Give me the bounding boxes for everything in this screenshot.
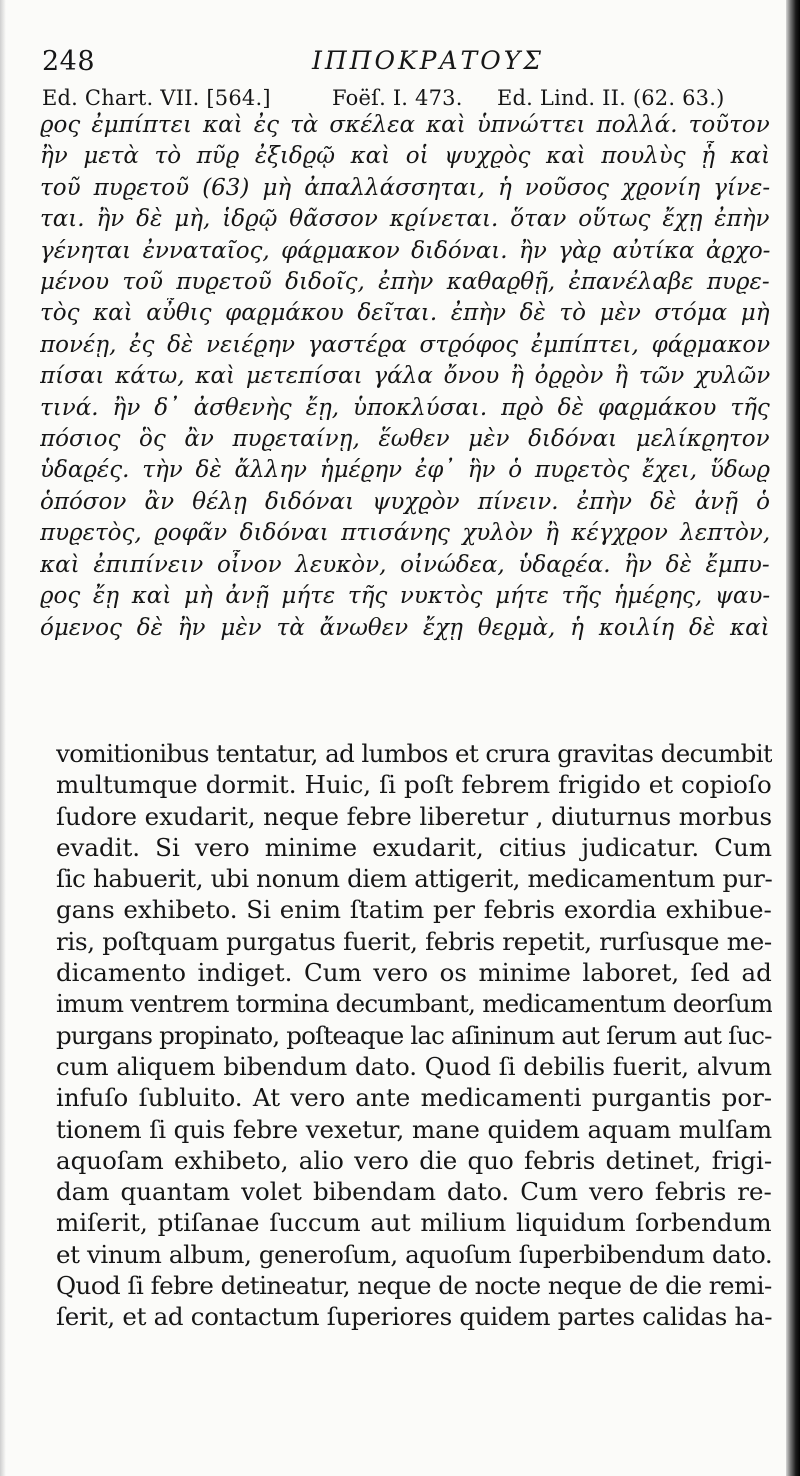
latin-line: multumque dormit. Huic, ſi poſt febrem frigido et copioſo [56,770,772,800]
latin-line: ſic habuerit, ubi nonum diem attigerit, medicamentum pur- [56,864,772,894]
latin-line: et vinum album, generoſum, aquoſum ſuperbibendum dato. [56,1239,772,1269]
page-number: 248 [42,46,96,77]
edition-foes-ref: Foëſ. I. 473. [332,86,463,110]
page-right-edge [786,0,800,1476]
greek-line: ὁπόσον ἂν θέλῃ διδόναι ψυχϱὸν πίνειν. ἐπὴν δὲ ἀνῇ ὁ [40,488,770,515]
running-head [42,44,752,84]
latin-line: evadit. Si vero minime exudarit, citius judicatur. Cum [56,832,772,862]
greek-line: ϱος ἔῃ καὶ μὴ ἀνῇ μήτε τῆς νυκτὸς μήτε τῆς ἡμέϱης, ψαυ- [40,583,770,610]
latin-line: tionem ſi quis febre vexetur, mane quidem aquam mulſam [56,1114,772,1144]
latin-line: vomitionibus tentatur, ad lumbos et crura gravitas decumbit [56,739,772,768]
greek-line: ἢν μετὰ τὸ πῦϱ ἐξιδϱῷ καὶ οἱ ψυχϱὸς καὶ πουλὺς ᾗ καὶ [40,143,770,170]
greek-line: ται. ἢν δὲ μὴ, ἱδϱῷ θᾶσσον κϱίνεται. ὅταν οὕτως ἔχῃ ἐπὴν [40,206,770,233]
greek-line: τινά. ἢν δ᾽ ἀσθενὴς ἔῃ, ὑποκλύσαι. πϱὸ δὲ φαϱμάκου τῆς [40,394,770,421]
edition-chart-ref: Ed. Chart. VII. [564.] [42,86,271,110]
running-title: ΙΠΠΟΚΡΑΤΟΥΣ [312,46,544,75]
page-left-edge [0,0,6,1476]
greek-line: πυϱετὸς, ϱοφᾶν διδόναι πτισάνης χυλὸν ἢ κέγχϱον λεπτὸν, [40,520,770,547]
greek-text [40,110,770,644]
greek-line: πονέῃ, ἐς δὲ νειέϱην γαστέϱα στϱόφος ἐμπίπτει, φάϱμακον [40,331,770,358]
greek-line: ὑδαϱές. τὴν δὲ ἄλλην ἡμέϱην ἐφ᾽ ἣν ὁ πυϱετὸς ἔχει, ὕδωϱ [40,457,770,484]
greek-line: ϱος ἐμπίπτει καὶ ἐς τὰ σκέλεα καὶ ὑπνώττει πολλά. τοῦτον [40,112,770,138]
latin-line: aquoſam exhibeto, alio vero die quo febris detinet, frigi- [56,1145,772,1175]
greek-line: πίσαι κάτω, καὶ μετεπίσαι γάλα ὄνου ἢ ὀϱϱὸν ἢ τῶν χυλῶν [40,363,770,390]
latin-line: purgans propinato, poſteaque lac aſininum aut ſerum aut ſuc- [56,1020,772,1050]
greek-line: τὸς καὶ αὖθις φαϱμάκου δεῖται. ἐπὴν δὲ τὸ μὲν στόμα μὴ [40,300,770,327]
greek-line: μένου τοῦ πυϱετοῦ διδοῖς, ἐπὴν καθαϱθῇ, ἐπανέλαβε πυϱε- [40,269,770,296]
latin-line: Quod ſi febre detineatur, neque de nocte neque de die remi- [56,1271,772,1301]
latin-line: miſerit, ptiſanae ſuccum aut milium liquidum ſorbendum [56,1208,772,1238]
latin-line: ris, poſtquam purgatus fuerit, febris repetit, rurſusque me- [56,926,772,956]
latin-text [56,738,772,1333]
latin-line: ſudore exudarit, neque febre liberetur , diuturnus morbus [56,801,772,831]
greek-line: τοῦ πυϱετοῦ (63) μὴ ἀπαλλάσσηται, ἡ νοῦσος χϱονίη γίνε- [40,174,770,201]
latin-line: infuſo ſubluito. At vero ante medicamenti purgantis por- [56,1083,772,1113]
latin-line: cum aliquem bibendum dato. Quod ſi debilis fuerit, alvum [56,1051,772,1081]
latin-line: imum ventrem tormina decumbant, medicamentum deorſum [56,989,772,1019]
greek-line: καὶ ἐπιπίνειν οἶνον λευκὸν, οἰνώδεα, ὑδαϱέα. ἢν δὲ ἔμπυ- [40,551,770,578]
greek-line: όμενος δὲ ἢν μὲν τὰ ἄνωθεν ἔχῃ θεϱμὰ, ἡ κοιλίη δὲ καὶ [40,614,770,641]
greek-line: γένηται ἐνναταῖος, φάϱμακον διδόναι. ἢν γὰϱ αὐτίκα ἀϱχο- [40,237,770,264]
greek-line: πόσιος ὃς ἂν πυϱεταίνῃ, ἕωθεν μὲν διδόναι μελίκϱητον [40,426,770,453]
latin-line: gans exhibeto. Si enim ſtatim per febris exordia exhibue- [56,895,772,925]
latin-line: dicamento indiget. Cum vero os minime laboret, ſed ad [56,958,772,988]
edition-lind-ref: Ed. Lind. II. (62. 63.) [497,86,725,110]
latin-line: ſerit, et ad contactum ſuperiores quidem partes calidas ha- [56,1302,772,1332]
latin-line: dam quantam volet bibendam dato. Cum vero febris re- [56,1177,772,1207]
